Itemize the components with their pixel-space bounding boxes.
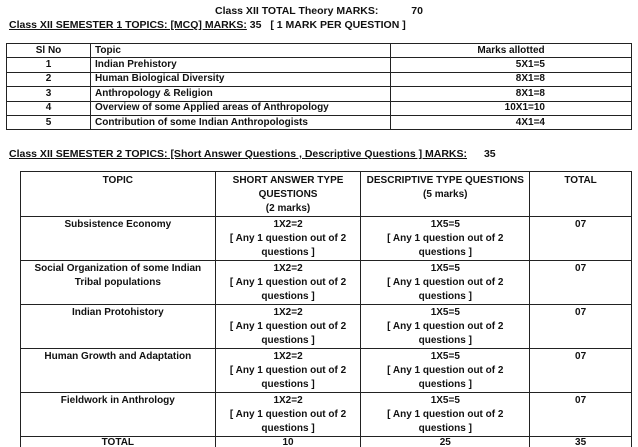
cell-line: [ Any 1 question out of 2 <box>229 321 347 332</box>
column-header-line: SHORT ANSWER TYPE <box>232 175 344 186</box>
column-header-marks-allotted: Marks allotted <box>391 44 632 58</box>
cell-line: questions ] <box>261 291 315 302</box>
descriptive-cell <box>361 349 530 393</box>
topic-cell: Human Biological Diversity <box>91 72 391 86</box>
descriptive-cell <box>361 305 530 349</box>
cell-line: Subsistence Economy <box>64 219 172 230</box>
cell-line: 1X5=5 <box>430 263 460 274</box>
cell-line: [ Any 1 question out of 2 <box>387 233 504 244</box>
cell-line: [ Any 1 question out of 2 <box>387 365 504 376</box>
total-label-cell: TOTAL <box>21 437 216 447</box>
topic-cell <box>21 261 216 305</box>
total-cell: 07 <box>530 305 632 349</box>
cell-line: questions ] <box>418 423 472 434</box>
cell-line: questions ] <box>261 423 315 434</box>
cell-line: questions ] <box>261 379 315 390</box>
semester1-heading-text: Class XII SEMESTER 1 TOPICS: [MCQ] MARKS: <box>9 19 247 31</box>
document-title <box>0 5 638 17</box>
cell-line: Social Organization of some Indian <box>34 263 202 274</box>
semester2-table <box>20 171 632 447</box>
topic-cell: Contribution of some Indian Anthropologists <box>91 115 391 129</box>
column-header-line: (2 marks) <box>265 203 311 214</box>
cell-line: questions ] <box>261 335 315 346</box>
table-row <box>21 349 632 393</box>
semester1-table <box>6 43 632 130</box>
cell-line: Indian Protohistory <box>71 307 164 318</box>
cell-line: 1X2=2 <box>273 219 303 230</box>
semester2-heading-text: Class XII SEMESTER 2 TOPICS: [Short Answer Questions , Descriptive Questions ] MARKS: <box>9 148 468 160</box>
column-header-topic: Topic <box>91 44 391 58</box>
cell-line: [ Any 1 question out of 2 <box>229 365 347 376</box>
cell-line: 1X2=2 <box>273 395 303 406</box>
cell-line: 1X2=2 <box>273 263 303 274</box>
grand-total-cell: 35 <box>530 437 632 447</box>
total-cell: 07 <box>530 261 632 305</box>
table-row <box>21 393 632 437</box>
table-row <box>21 305 632 349</box>
cell-line: [ Any 1 question out of 2 <box>387 409 504 420</box>
semester1-heading <box>9 19 406 31</box>
descriptive-cell <box>361 261 530 305</box>
total-cell: 07 <box>530 217 632 261</box>
cell-line: [ Any 1 question out of 2 <box>229 409 347 420</box>
marks-cell: 10X1=10 <box>391 101 632 115</box>
document-title-text: Class XII TOTAL Theory MARKS: <box>215 5 379 17</box>
table-row <box>7 101 632 115</box>
column-header-short-answer <box>215 172 361 217</box>
cell-line: 1X5=5 <box>430 351 460 362</box>
short-answer-cell <box>215 261 361 305</box>
cell-line: 1X5=5 <box>430 395 460 406</box>
cell-line: Human Growth and Adaptation <box>44 351 192 362</box>
cell-line: questions ] <box>418 247 472 258</box>
descriptive-cell <box>361 393 530 437</box>
topic-cell <box>21 349 216 393</box>
descriptive-cell <box>361 217 530 261</box>
cell-line: questions ] <box>418 335 472 346</box>
short-answer-cell <box>215 349 361 393</box>
sl-no-cell: 2 <box>7 72 91 86</box>
column-header-line: DESCRIPTIVE TYPE QUESTIONS <box>366 175 524 186</box>
total-cell: 07 <box>530 393 632 437</box>
column-header-sl-no: Sl No <box>7 44 91 58</box>
topic-cell <box>21 393 216 437</box>
cell-line: Tribal populations <box>74 277 161 288</box>
short-answer-cell <box>215 217 361 261</box>
total-cell: 07 <box>530 349 632 393</box>
marks-cell: 5X1=5 <box>391 58 632 72</box>
column-header-line: QUESTIONS <box>258 189 318 200</box>
total-theory-marks: 70 <box>411 5 423 17</box>
table-header-row <box>21 172 632 217</box>
topic-cell: Indian Prehistory <box>91 58 391 72</box>
column-header-line: (5 marks) <box>423 189 468 200</box>
sl-no-cell: 1 <box>7 58 91 72</box>
sl-no-cell: 4 <box>7 101 91 115</box>
column-header-total <box>530 172 632 217</box>
topic-cell: Overview of some Applied areas of Anthropology <box>91 101 391 115</box>
marks-cell: 8X1=8 <box>391 87 632 101</box>
semester1-note: [ 1 MARK PER QUESTION ] <box>270 19 406 31</box>
table-row <box>7 87 632 101</box>
table-row <box>7 58 632 72</box>
semester2-marks: 35 <box>483 148 496 160</box>
topic-cell: Anthropology & Religion <box>91 87 391 101</box>
short-answer-cell <box>215 393 361 437</box>
cell-line: [ Any 1 question out of 2 <box>229 233 347 244</box>
sl-no-cell: 3 <box>7 87 91 101</box>
cell-line: [ Any 1 question out of 2 <box>387 321 504 332</box>
table-row <box>21 217 632 261</box>
semester2-heading <box>9 148 496 160</box>
topic-cell <box>21 305 216 349</box>
semester1-marks: 35 <box>249 19 262 31</box>
short-answer-cell <box>215 305 361 349</box>
cell-line: questions ] <box>418 291 472 302</box>
marks-cell: 8X1=8 <box>391 72 632 86</box>
cell-line: [ Any 1 question out of 2 <box>387 277 504 288</box>
topic-cell <box>21 217 216 261</box>
cell-line: Fieldwork in Anthrology <box>60 395 175 406</box>
table-row <box>7 115 632 129</box>
cell-line: questions ] <box>418 379 472 390</box>
total-short-cell: 10 <box>215 437 361 447</box>
total-desc-cell: 25 <box>361 437 530 447</box>
column-header-total-label: TOTAL <box>564 175 597 186</box>
cell-line: [ Any 1 question out of 2 <box>229 277 347 288</box>
table-row <box>21 261 632 305</box>
table-row <box>7 72 632 86</box>
cell-line: 1X2=2 <box>273 307 303 318</box>
table-total-row <box>21 437 632 447</box>
column-header-descriptive <box>361 172 530 217</box>
column-header-topic-label: TOPIC <box>102 175 134 186</box>
cell-line: questions ] <box>261 247 315 258</box>
cell-line: 1X2=2 <box>273 351 303 362</box>
marks-cell: 4X1=4 <box>391 115 632 129</box>
column-header-topic <box>21 172 216 217</box>
cell-line: 1X5=5 <box>430 219 460 230</box>
table-header-row <box>7 44 632 58</box>
cell-line: 1X5=5 <box>430 307 460 318</box>
sl-no-cell: 5 <box>7 115 91 129</box>
